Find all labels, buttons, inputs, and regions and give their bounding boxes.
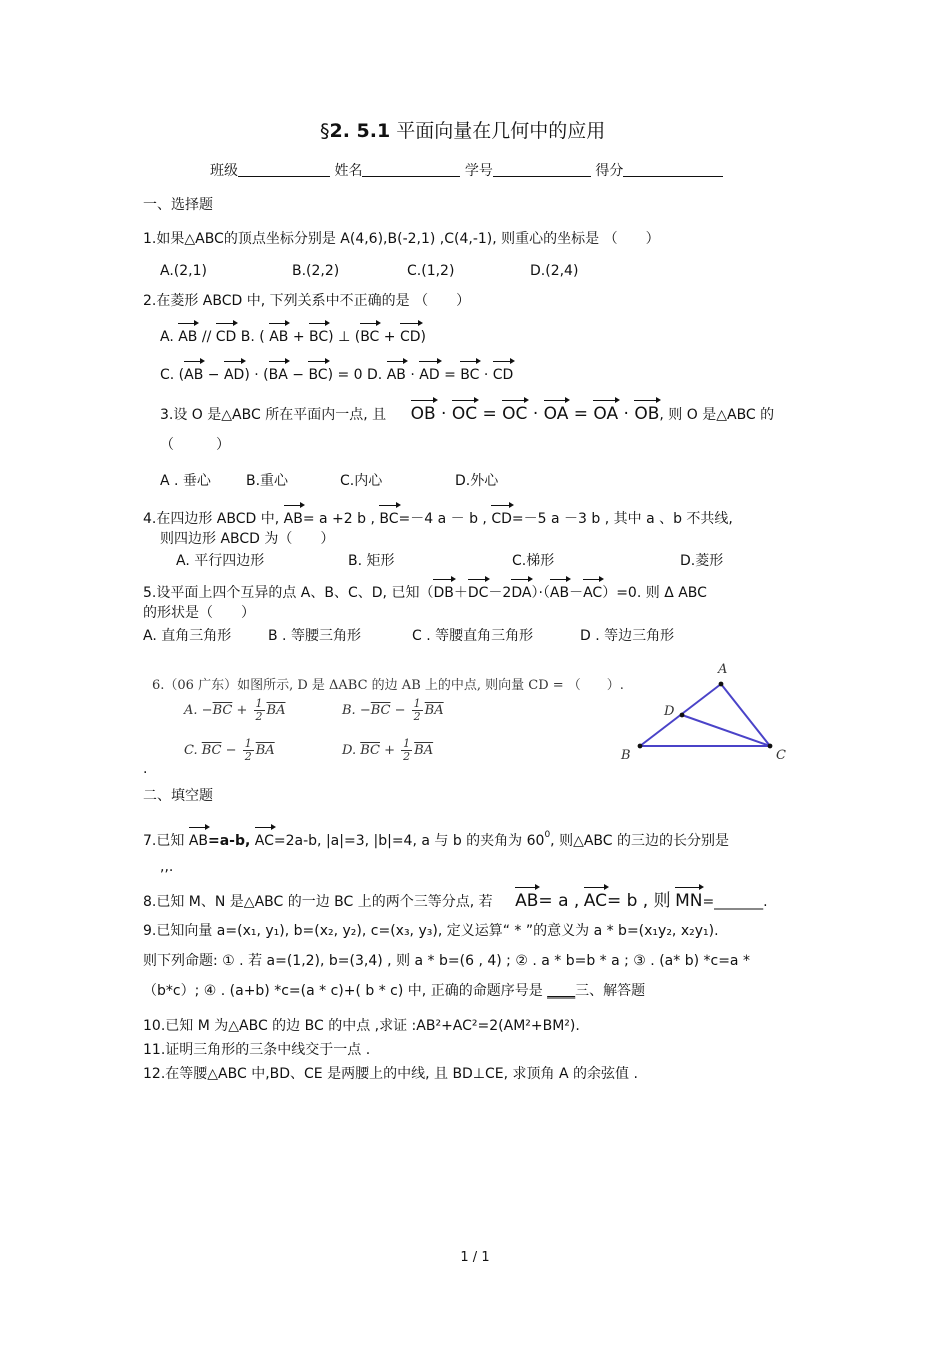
- q6-option-b: B. $-\overline{BC}$ − $\frac{1}{2}$ $\overline{BA}$: [342, 697, 444, 723]
- q2-stem: 2.在菱形 ABCD 中, 下列关系中不正确的是 （ ）: [143, 293, 471, 309]
- q6-option-c: C. $\overline{BC}$ − $\frac{1}{2}$ $\overline{BA}$: [184, 737, 275, 763]
- q4-stem: 4.在四边形 ABCD 中, AB= a +2 b , BC=－4 a － b , CD=－5 a －3 b , 其中 a 、b 不共线,: [143, 511, 733, 527]
- id-blank[interactable]: [493, 162, 591, 177]
- q3-option-d: D.外心: [455, 473, 499, 489]
- q5-option-a: A. 直角三角形: [143, 628, 232, 644]
- q11: 11.证明三角形的三条中线交于一点 .: [143, 1042, 371, 1058]
- q2-options-cd: C. (AB − AD) · (BA − BC) = 0 D. AB · AD = BC · CD: [160, 367, 514, 383]
- q10: 10.已知 M 为△ABC 的边 BC 的中点 ,求证 :AB²+AC²=2(AM²+BM²).: [143, 1018, 580, 1034]
- student-info-header: 班级 姓名 学号 得分: [210, 162, 723, 180]
- vertex-a-point: [719, 682, 724, 687]
- q4-option-c: C.梯形: [512, 553, 555, 569]
- section-fill: 二、填空题: [143, 788, 213, 804]
- point-d: [680, 713, 685, 718]
- stray-dot: .: [143, 761, 148, 777]
- q8-stem: 8.已知 M、N 是△ABC 的一边 BC 上的两个三等分点, 若 AB= a , AC= b , 则 MN=_______.: [143, 891, 768, 911]
- q2-options-ab: A. AB // CD B. ( AB + BC) ⊥ (BC + CD): [160, 329, 427, 345]
- triangle-figure: [614, 655, 794, 765]
- q5-option-c: C . 等腰直角三角形: [412, 628, 534, 644]
- q9-line3: （b*c）; ④ . (a+b) *c=(a * c)+( b * c) 中, 正确的命题序号是 ____三、解答题: [143, 983, 646, 999]
- q3-stem: 3.设 O 是△ABC 所在平面内一点, 且 OB · OC = OC · OA = OA · OB, 则 O 是△ABC 的: [160, 404, 775, 424]
- q6-stem: 6.（06 广东）如图所示, D 是 ΔABC 的边 AB 上的中点, 则向量 CD = （ ）.: [152, 678, 624, 693]
- q1-stem: 1.如果△ABC的顶点坐标分别是 A(4,6),B(-2,1) ,C(4,-1), 则重心的坐标是 （ ）: [143, 231, 660, 247]
- q9-line2: 则下列命题: ① . 若 a=(1,2), b=(3,4) , 则 a * b=(6 , 4) ; ② . a * b=b * a ; ③ . (a* b) *c=a *: [143, 953, 750, 969]
- name-blank[interactable]: [362, 162, 460, 177]
- q4-option-b: B. 矩形: [348, 553, 395, 569]
- q3-paren: （ ）: [160, 437, 230, 453]
- q1-option-d: D.(2,4): [530, 263, 579, 279]
- class-blank[interactable]: [238, 162, 330, 177]
- q3-option-a: A . 垂心: [160, 473, 211, 489]
- label-d: D: [664, 704, 675, 719]
- q6-option-d: D. $\overline{BC}$ + $\frac{1}{2}$ $\overline{BA}$: [342, 737, 434, 763]
- vertex-c-point: [768, 744, 773, 749]
- score-blank[interactable]: [623, 162, 723, 177]
- q7-stem: 7.已知 AB=a-b, AC=2a-b, |a|=3, |b|=4, a 与 b 的夹角为 $60^0$, 则△ABC 的三边的长分别是: [143, 830, 729, 849]
- page-number: 1 / 1: [460, 1250, 490, 1265]
- q1-option-c: C.(1,2): [407, 263, 455, 279]
- q4-option-a: A. 平行四边形: [176, 553, 265, 569]
- vertex-b-point: [638, 744, 643, 749]
- q5-option-b: B . 等腰三角形: [268, 628, 361, 644]
- q5-stem: 5.设平面上四个互异的点 A、B、C、D, 已知（DB＋DC－2DA）·（AB－AC）=0. 则 Δ ABC: [143, 585, 707, 601]
- q7-line2: ,,.: [160, 859, 174, 875]
- q1-option-a: A.(2,1): [160, 263, 207, 279]
- label-b: B: [621, 748, 631, 763]
- section-choice: 一、选择题: [143, 197, 213, 213]
- label-a: A: [718, 662, 728, 677]
- q1-option-b: B.(2,2): [292, 263, 340, 279]
- q4-option-d: D.菱形: [680, 553, 724, 569]
- q4-line2: 则四边形 ABCD 为（ ）: [160, 531, 335, 547]
- q6-block: [146, 660, 666, 768]
- q12: 12.在等腰△ABC 中,BD、CE 是两腰上的中线, 且 BD⊥CE, 求顶角 A 的余弦值 .: [143, 1066, 638, 1082]
- q9-line1: 9.已知向量 a=(x₁, y₁), b=(x₂, y₂), c=(x₃, y₃), 定义运算“ * ”的意义为 a * b=(x₁y₂, x₂y₁).: [143, 923, 719, 939]
- q3-option-c: C.内心: [340, 473, 383, 489]
- q5-line2: 的形状是（ ）: [143, 605, 255, 621]
- label-c: C: [776, 748, 786, 763]
- q3-option-b: B.重心: [246, 473, 289, 489]
- q6-option-a: A. $-\overline{BC}$ + $\frac{1}{2}$ $\overline{BA}$: [184, 697, 286, 723]
- q5-option-d: D . 等边三角形: [580, 628, 675, 644]
- page-title: §2. 5.1 平面向量在几何中的应用: [320, 120, 606, 142]
